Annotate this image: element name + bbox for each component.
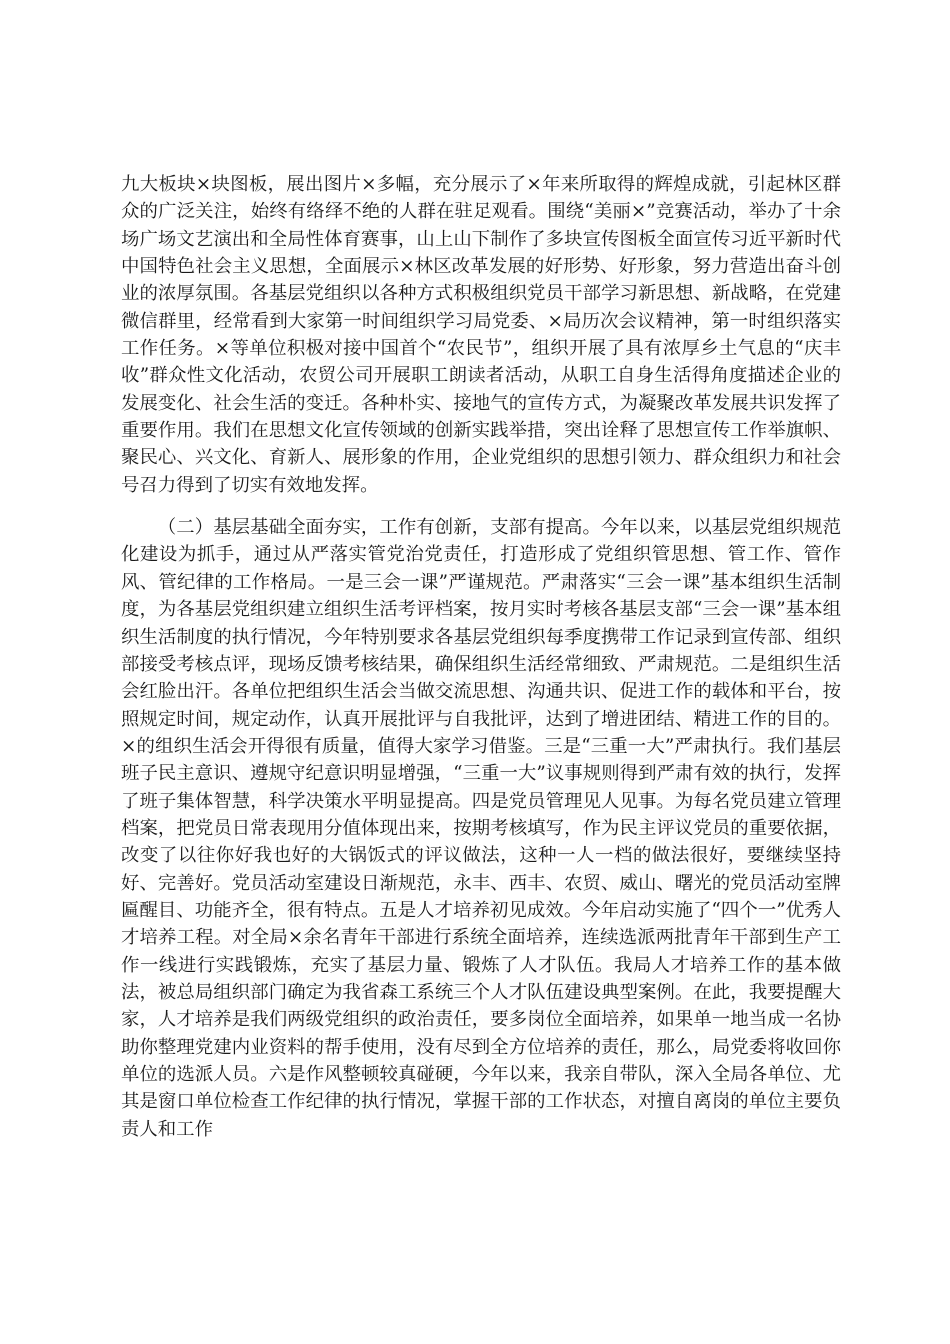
- document-body: [121, 171, 841, 1143]
- body-paragraph-1: 九大板块×块图板，展出图片×多幅，充分展示了×年来所取得的辉煌成就，引起林区群众的广泛关注，始终有络绎不绝的人群在驻足观看。围绕“美丽×”竞赛活动，举办了十余场广场文艺演出和全局性体育赛事，山上山下制作了多块宣传图板全面宣传习近平新时代中国特色社会主义思想，全面展示×林区改革发展的好形势、好形象，努力营造出奋斗创业的浓厚氛围。各基层党组织以各种方式积极组织党员干部学习新思想、新战略，在党建微信群里，经常看到大家第一时间组织学习局党委、×局历次会议精神，第一时组织落实工作任务。×等单位积极对接中国首个“农民节”，组织开展了具有浓厚乡土气息的“庆丰收”群众性文化活动，农贸公司开展职工朗读者活动，从职工自身生活得角度描述企业的发展变化、社会生活的变迁。各种朴实、接地气的宣传方式，为凝聚改革发展共识发挥了重要作用。我们在思想文化宣传领域的创新实践举措，突出诠释了思想宣传工作举旗帜、聚民心、兴文化、育新人、展形象的作用，企业党组织的思想引领力、群众组织力和社会号召力得到了切实有效地发挥。: [121, 174, 841, 496]
- body-paragraph-2: （二）基层基础全面夯实，工作有创新，支部有提高。今年以来，以基层党组织规范化建设为抓手，通过从严落实管党治党责任，打造形成了党组织管思想、管工作、管作风、管纪律的工作格局。一是三会一课”严谨规范。严肃落实“三会一课”基本组织生活制度，为各基层党组织建立组织生活考评档案，按月实时考核各基层支部“三会一课”基本组织生活制度的执行情况，今年特别要求各基层党组织每季度携带工作记录到宣传部、组织部接受考核点评，现场反馈考核结果，确保组织生活经常细致、严肃规范。二是组织生活会红脸出汗。各单位把组织生活会当做交流思想、沟通共识、促进工作的载体和平台，按照规定时间，规定动作，认真开展批评与自我批评，达到了增进团结、精进工作的目的。×的组织生活会开得很有质量，值得大家学习借鉴。三是“三重一大”严肃执行。我们基层班子民主意识、遵规守纪意识明显增强，“三重一大”议事规则得到严肃有效的执行，发挥了班子集体智慧，科学决策水平明显提高。四是党员管理见人见事。为每名党员建立管理档案，把党员日常表现用分值体现出来，按期考核填写，作为民主评议党员的重要依据，改变了以往你好我也好的大锅饭式的评议做法，这种一人一档的做法很好，要继续坚持好、完善好。党员活动室建设日渐规范，永丰、西丰、农贸、威山、曙光的党员活动室牌匾醒目、功能齐全，很有特点。五是人才培养初见成效。今年启动实施了“四个一”优秀人才培养工程。对全局×余名青年干部进行系统全面培养，连续选派两批青年干部到生产工作一线进行实践锻炼，充实了基层力量、锻炼了人才队伍。我局人才培养工作的基本做法，被总局组织部门确定为我省森工系统三个人才队伍建设典型案例。在此，我要提醒大家，人才培养是我们两级党组织的政治责任，要多岗位全面培养，如果单一地当成一名协助你整理党建内业资料的帮手使用，没有尽到全方位培养的责任，那么，局党委将收回你单位的选派人员。六是作风整顿较真碰硬，今年以来，我亲自带队，深入全局各单位、尤其是窗口单位检查工作纪律的执行情况，掌握干部的工作状态，对擅自离岗的单位主要负责人和工作: [121, 517, 841, 1140]
